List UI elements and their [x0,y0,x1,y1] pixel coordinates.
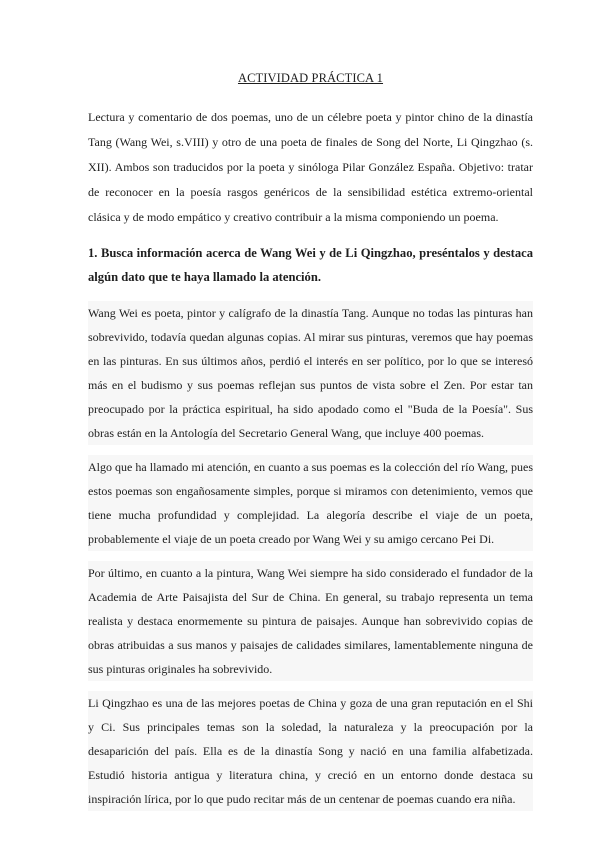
answer-paragraph-4: Li Qingzhao es una de las mejores poetas de China y goza de una gran reputación en el Shi y Ci. Sus principales temas son la soledad, la naturaleza y la preocupación por la desaparición del país. Ella es de la dinastía Song y nació en una familia alfabetizada. Estudió historia antigua y literatura china, y creció en un entorno donde destaca su inspiración lírica, por lo que pudo recitar más de un centenar de poemas cuando era niña. [88,691,533,811]
answer-paragraph-1: Wang Wei es poeta, pintor y calígrafo de la dinastía Tang. Aunque no todas las pinturas han sobrevivido, todavía quedan algunas copias. Al mirar sus pinturas, veremos que hay poemas en las pinturas. En sus últimos años, perdió el interés en ser político, por lo que se interesó más en el budismo y sus poemas reflejan sus puntos de vista sobre el Zen. Por estar tan preocupado por la práctica espiritual, ha sido apodado como el "Buda de la Poesía". Sus obras están en la Antología del Secretario General Wang, que incluye 400 poemas. [88,301,533,445]
intro-paragraph: Lectura y comentario de dos poemas, uno de un célebre poeta y pintor chino de la dinastía Tang (Wang Wei, s.VIII) y otro de una poeta de finales de Song del Norte, Li Qingzhao (s. XII). Ambos son traducidos por la poeta y sinóloga Pilar González España. Objetivo: tratar de reconocer en la poesía rasgos genéricos de la sensibilidad estética extremo-oriental clásica y de modo empático y creativo contribuir a la misma componiendo un poema. [88,110,533,224]
answer-paragraph-2: Algo que ha llamado mi atención, en cuanto a sus poemas es la colección del río Wang, pues estos poemas son engañosamente simples, porque si miramos con detenimiento, vemos que tiene mucha profundidad y complejidad. La alegoría describe el viaje de un poeta, probablemente el viaje de un poeta creado por Wang Wei y su amigo cercano Pei Di. [88,455,533,551]
answer-paragraph-3: Por último, en cuanto a la pintura, Wang Wei siempre ha sido considerado el fundador de la Academia de Arte Paisajista del Sur de China. En general, su trabajo representa un tema realista y destaca enormemente su pintura de paisajes. Aunque han sobrevivido copias de obras atribuidas a sus manos y paisajes de calidades similares, lamentablemente ninguna de sus pinturas originales ha sobrevivido. [88,561,533,681]
question-1: 1. Busca información acerca de Wang Wei y de Li Qingzhao, preséntalos y destaca algún dato que te haya llamado la atención. [88,246,533,284]
document-title: ACTIVIDAD PRÁCTICA 1 [237,71,384,85]
